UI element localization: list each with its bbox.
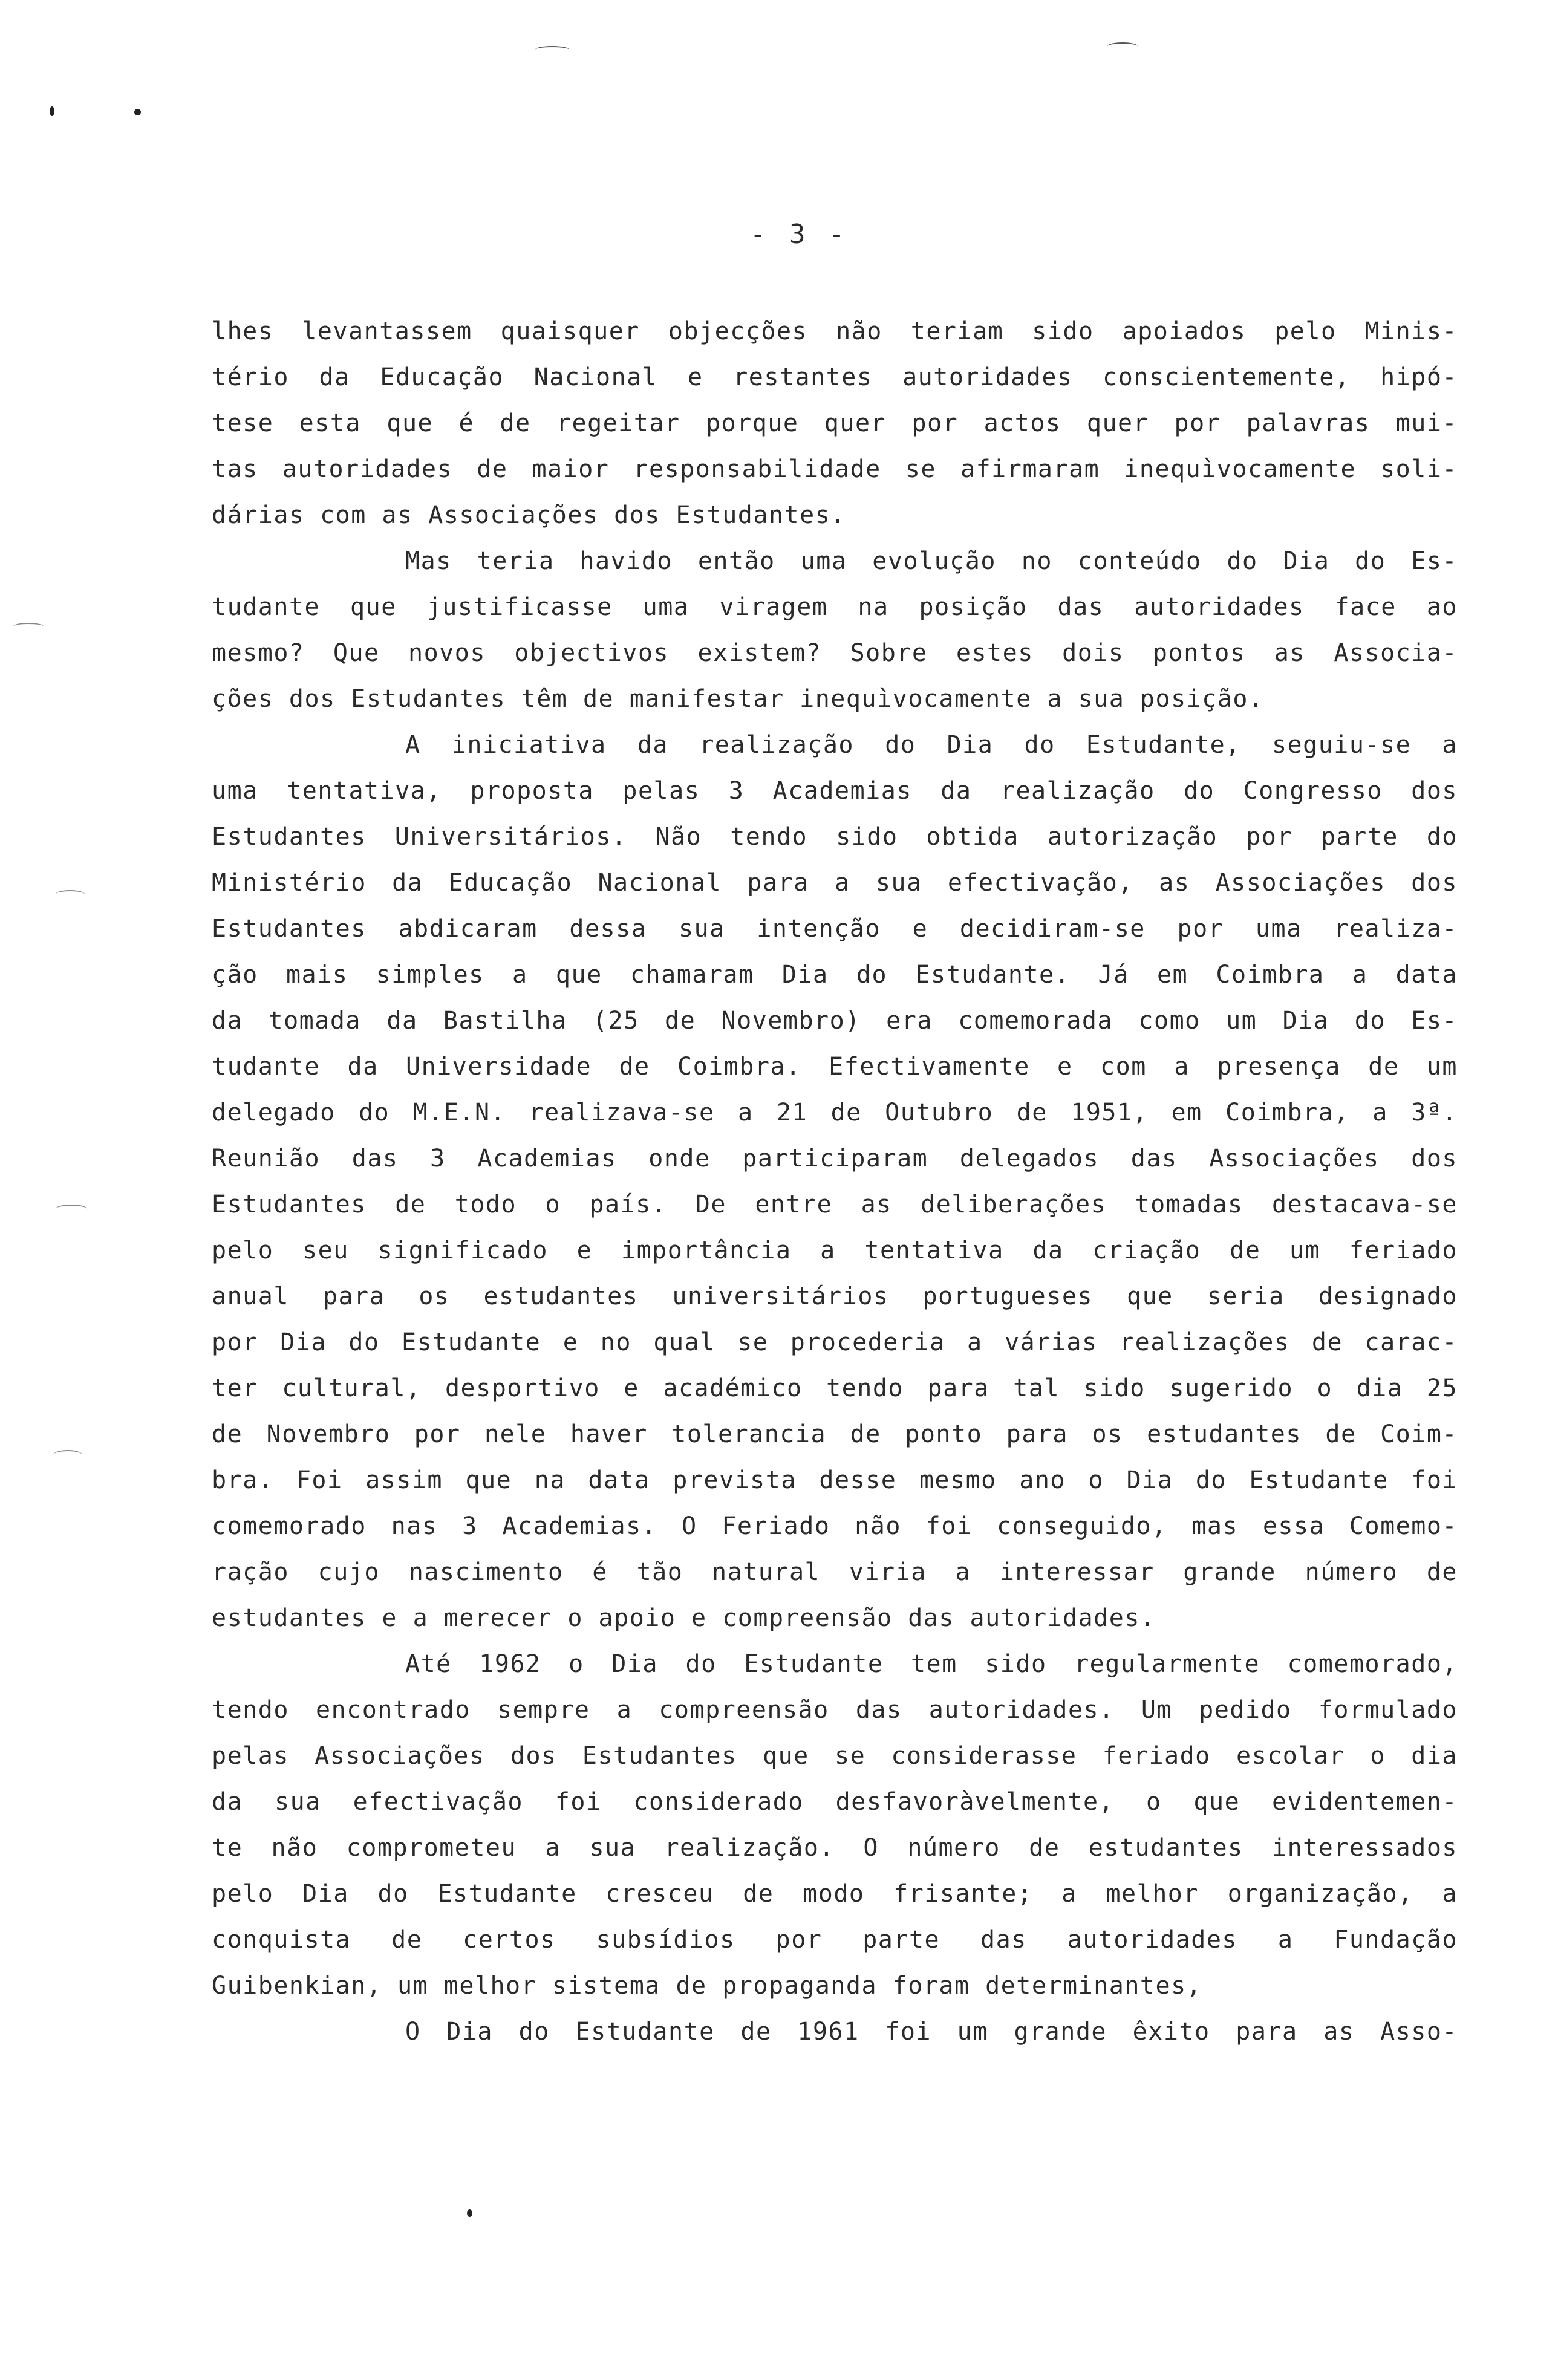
text-line: tudante da Universidade de Coimbra. Efectivamente e com a presença de um — [212, 1053, 1458, 1081]
text-line: delegado do M.E.N. realizava-se a 21 de Outubro de 1951, em Coimbra, a 3ª. — [212, 1099, 1458, 1127]
text-line: estudantes e a merecer o apoio e compreensão das autoridades. — [212, 1604, 1156, 1632]
text-line: tas autoridades de maior responsabilidade se afirmaram inequìvocamente soli- — [212, 455, 1458, 483]
text-line: Estudantes abdicaram dessa sua intenção e decidiram-se por uma realiza- — [212, 915, 1458, 943]
text-line: ções dos Estudantes têm de manifestar inequìvocamente a sua posição. — [212, 685, 1264, 713]
text-line: ter cultural, desportivo e académico tendo para tal sido sugerido o dia 25 — [212, 1374, 1458, 1402]
text-line: dárias com as Associações dos Estudantes. — [212, 501, 846, 529]
text-line: da sua efectivação foi considerado desfavoràvelmente, o que evidentemen- — [212, 1788, 1458, 1816]
document-body — [212, 308, 1458, 2055]
text-line: ração cujo nascimento é tão natural viria a interessar grande número de — [212, 1558, 1458, 1586]
text-line: Guibenkian, um melhor sistema de propaganda foram determinantes, — [212, 1972, 1202, 2000]
text-line: Estudantes de todo o país. De entre as deliberações tomadas destacava-se — [212, 1191, 1458, 1218]
text-line: uma tentativa, proposta pelas 3 Academias da realização do Congresso dos — [212, 777, 1458, 805]
text-line: conquista de certos subsídios por parte das autoridades a Fundação — [212, 1926, 1458, 1954]
text-line: pelas Associações dos Estudantes que se considerasse feriado escolar o dia — [212, 1742, 1458, 1770]
scan-mark — [56, 1205, 87, 1213]
scan-dot — [467, 2209, 472, 2217]
text-line: bra. Foi assim que na data prevista desse mesmo ano o Dia do Estudante foi — [212, 1466, 1458, 1494]
text-line: te não comprometeu a sua realização. O número de estudantes interessados — [212, 1834, 1458, 1862]
text-line: da tomada da Bastilha (25 de Novembro) era comemorada como um Dia do Es- — [212, 1007, 1458, 1035]
text-line: Até 1962 o Dia do Estudante tem sido regularmente comemorado, — [405, 1650, 1458, 1678]
scan-mark — [535, 46, 569, 53]
text-line: por Dia do Estudante e no qual se procederia a várias realizações de carac- — [212, 1328, 1458, 1356]
text-line: tério da Educação Nacional e restantes autoridades conscientemente, hipó- — [212, 363, 1458, 391]
scan-dot — [134, 109, 141, 115]
scan-dot — [50, 106, 54, 116]
scan-mark — [56, 890, 85, 899]
text-line: tudante que justificasse uma viragem na posição das autoridades face ao — [212, 593, 1458, 621]
text-line: tendo encontrado sempre a compreensão das autoridades. Um pedido formulado — [212, 1696, 1458, 1724]
scan-mark — [53, 1450, 82, 1460]
text-line: Reunião das 3 Academias onde participaram delegados das Associações dos — [212, 1145, 1458, 1172]
text-line: A iniciativa da realização do Dia do Estudante, seguiu-se a — [405, 731, 1458, 759]
text-line: O Dia do Estudante de 1961 foi um grande êxito para as Asso- — [405, 2018, 1458, 2046]
scan-mark — [1107, 42, 1138, 51]
text-line: lhes levantassem quaisquer objecções não teriam sido apoiados pelo Minis- — [212, 317, 1458, 345]
text-line: Estudantes Universitários. Não tendo sido obtida autorização por parte do — [212, 823, 1458, 851]
text-line: de Novembro por nele haver tolerancia de ponto para os estudantes de Coim- — [212, 1420, 1458, 1448]
text-line: pelo seu significado e importância a tentativa da criação de um feriado — [212, 1237, 1458, 1264]
text-line: Mas teria havido então uma evolução no conteúdo do Dia do Es- — [405, 547, 1458, 575]
text-line: comemorado nas 3 Academias. O Feriado não foi conseguido, mas essa Comemo- — [212, 1512, 1458, 1540]
text-line: mesmo? Que novos objectivos existem? Sobre estes dois pontos as Associa- — [212, 639, 1458, 667]
text-line: tese esta que é de regeitar porque quer por actos quer por palavras mui- — [212, 409, 1458, 437]
page-number: - 3 - — [750, 219, 849, 250]
text-line: ção mais simples a que chamaram Dia do Estudante. Já em Coimbra a data — [212, 961, 1458, 989]
text-line: Ministério da Educação Nacional para a sua efectivação, as Associações dos — [212, 869, 1458, 897]
text-line: pelo Dia do Estudante cresceu de modo frisante; a melhor organização, a — [212, 1880, 1458, 1908]
text-line: anual para os estudantes universitários portugueses que seria designado — [212, 1283, 1458, 1310]
scan-mark — [13, 623, 44, 630]
